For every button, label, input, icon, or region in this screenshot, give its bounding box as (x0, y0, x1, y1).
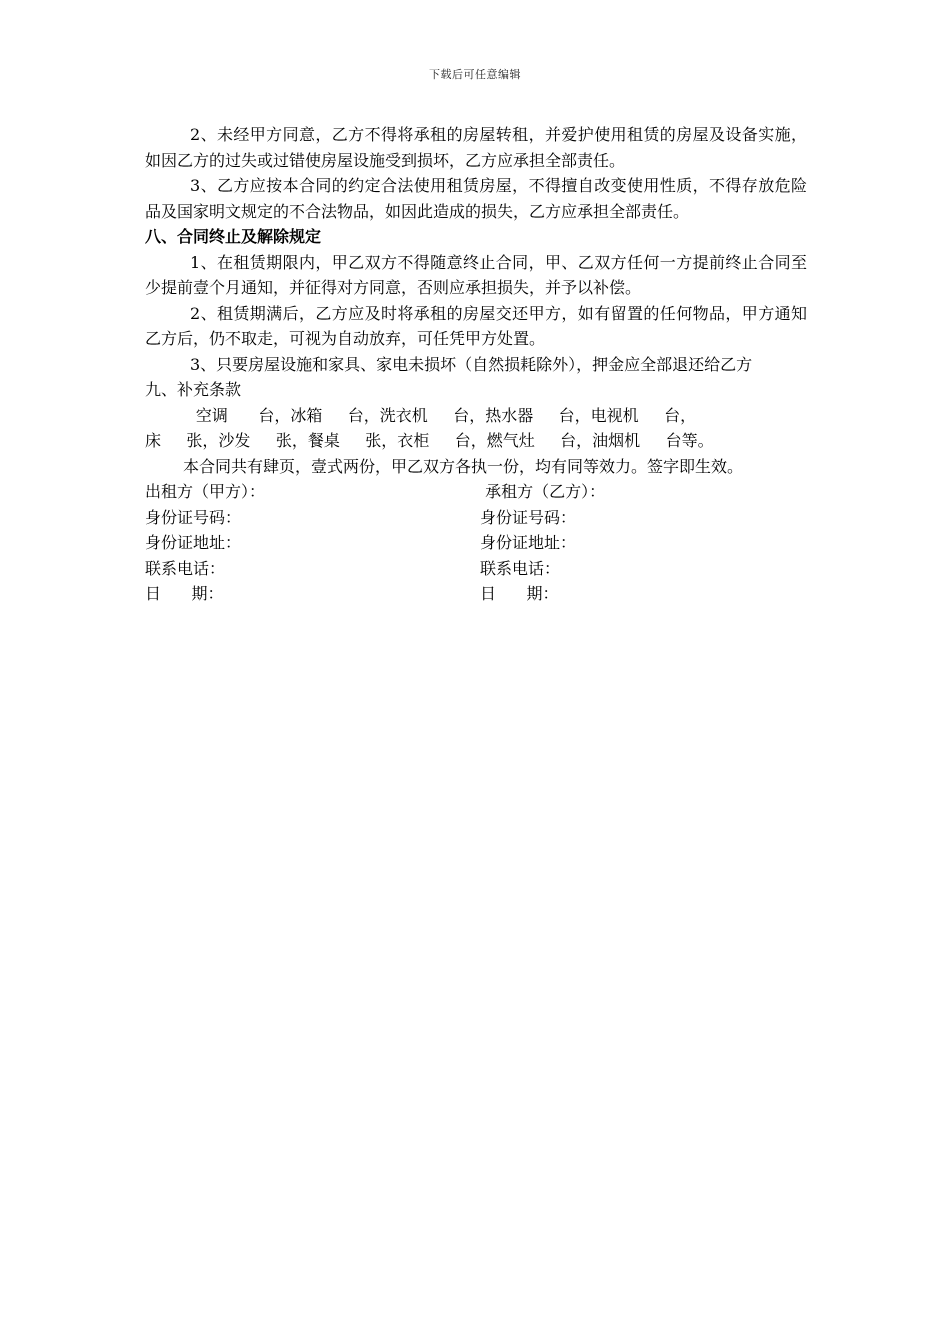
signature-row-id-address (145, 530, 807, 556)
lessee-id-address-label: 身份证地址： (480, 533, 577, 552)
section9-title: 九、补充条款 (145, 380, 242, 399)
appliance-list-line-1: 空调 台，冰箱 台，洗衣机 台，热水器 台，电视机 台， (145, 405, 697, 425)
signature-row-id-number (145, 505, 807, 531)
section8-item2: 2、租赁期满后，乙方应及时将承租的房屋交还甲方，如有留置的任何物品，甲方通知乙方后，仍不取走，可视为自动放弃，可任凭甲方处置。 (145, 303, 807, 348)
signature-row-date (145, 581, 807, 607)
lessor-date-label: 日 期： (145, 584, 224, 603)
section7-item2: 2、未经甲方同意，乙方不得将承租的房屋转租，并爱护使用租赁的房屋及设备实施，如因乙方的过失或过错使房屋设施受到损坏，乙方应承担全部责任。 (145, 125, 807, 170)
header-note: 下载后可任意编辑 (429, 68, 521, 81)
lessor-id-address-label: 身份证地址： (145, 533, 242, 552)
lessee-date-label: 日 期： (480, 584, 559, 603)
section8-item3: 3、只要房屋设施和家具、家电未损坏（自然损耗除外），押金应全部退还给乙方 (190, 354, 753, 374)
lessee-label: 承租方（乙方）： (480, 482, 606, 501)
lessee-id-number-label: 身份证号码： (480, 507, 577, 527)
lessor-label: 出租方（甲方）： (145, 482, 266, 501)
lessor-phone-label: 联系电话： (145, 558, 226, 578)
section7-item3: 3、乙方应按本合同的约定合法使用租赁房屋，不得擅自改变使用性质，不得存放危险品及国家明文规定的不合法物品，如因此造成的损失，乙方应承担全部责任。 (145, 176, 807, 221)
lessor-id-number-label: 身份证号码： (145, 507, 242, 527)
signature-row-party (145, 479, 807, 505)
contract-body (145, 122, 807, 607)
signature-block (145, 479, 807, 607)
lessee-phone-label: 联系电话： (480, 558, 561, 578)
section8-item1: 1、在租赁期限内，甲乙双方不得随意终止合同，甲、乙双方任何一方提前终止合同至少提前壹个月通知，并征得对方同意，否则应承担损失，并予以补偿。 (145, 252, 807, 297)
signature-row-phone (145, 556, 807, 582)
section8-title: 八、合同终止及解除规定 (145, 227, 322, 246)
appliance-list-line-2: 床 张，沙发 张，餐桌 张，衣柜 台，燃气灶 台，油烟机 台等。 (145, 431, 714, 450)
effect-clause: 本合同共有肆页，壹式两份，甲乙双方各执一份，均有同等效力。签字即生效。 (183, 456, 744, 476)
